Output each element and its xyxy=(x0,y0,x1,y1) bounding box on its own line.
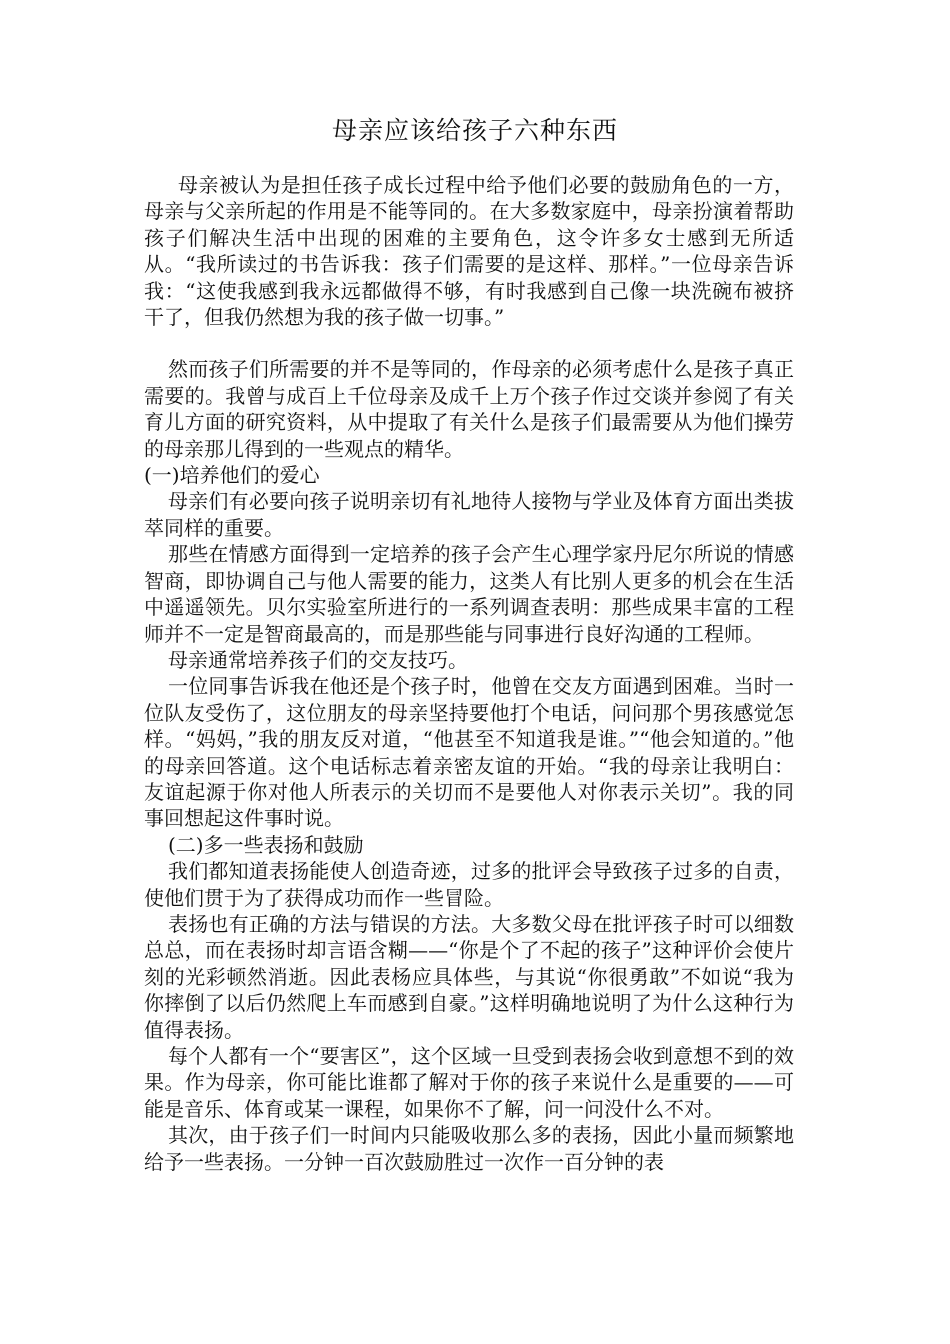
paragraph: 每个人都有一个“要害区”，这个区域一旦受到表扬会收到意想不到的效果。作为母亲，你可能比谁都了解对于你的孩子来说什么是重要的——可能是音乐、体育或某一课程，如果你不了解，问一问没什么不对。 xyxy=(144,1044,794,1121)
document-title: 母亲应该给孩子六种东西 xyxy=(331,116,618,145)
section-heading-1: (一)培养他们的爱心 xyxy=(144,463,320,488)
paragraph-intro: 母亲被认为是担任孩子成长过程中给予他们必要的鼓励角色的一方，母亲与父亲所起的作用是不能等同的。在大多数家庭中，母亲扮演着帮助孩子们解决生活中出现的困难的主要角色，这令许多女士感到无所适从。“我所读过的书告诉我：孩子们需要的是这样、那样。”一位母亲告诉我：“这使我感到我永远都做得不够，有时我感到自己像一块洗碗布被挤干了，但我仍然想为我的孩子做一切事。” xyxy=(144,173,794,330)
paragraph: 一位同事告诉我在他还是个孩子时，他曾在交友方面遇到困难。当时一位队友受伤了，这位朋友的母亲坚持要他打个电话，问问那个男孩感觉怎样。“妈妈，”我的朋友反对道，“他甚至不知道我是谁。”“他会知道的。”他的母亲回答道。这个电话标志着亲密友谊的开始。“我的母亲让我明白：友谊起源于你对他人所表示的关切而不是要他人对你表示关切”。我的同事回想起这件事时说。 xyxy=(144,674,794,831)
paragraph-needs: 然而孩子们所需要的并不是等同的，作母亲的必须考虑什么是孩子真正需要的。我曾与成百上千位母亲及成千上万个孩子作过交谈并参阅了有关育儿方面的研究资料，从中提取了有关什么是孩子们最需要从为他们操劳的母亲那儿得到的一些观点的精华。 xyxy=(144,357,794,461)
paragraph: 母亲们有必要向孩子说明亲切有礼地待人接物与学业及体育方面出类拔萃同样的重要。 xyxy=(144,489,794,540)
paragraph-gap xyxy=(144,330,794,356)
document-body xyxy=(144,172,794,1175)
paragraph: 母亲通常培养孩子们的交友技巧。 xyxy=(168,647,468,672)
section-heading-2: (二)多一些表扬和鼓励 xyxy=(168,832,364,857)
paragraph: 我们都知道表扬能使人创造奇迹，过多的批评会导致孩子过多的自责，使他们贯于为了获得成功而作一些冒险。 xyxy=(144,859,794,910)
paragraph: 其次，由于孩子们一时间内只能吸收那么多的表扬，因此小量而频繁地给予一些表扬。一分钟一百次鼓励胜过一次作一百分钟的表 xyxy=(144,1123,794,1174)
paragraph: 那些在情感方面得到一定培养的孩子会产生心理学家丹尼尔所说的情感智商，即协调自己与他人需要的能力，这类人有比别人更多的机会在生活中遥遥领先。贝尔实验室所进行的一系列调查表明：那些成果丰富的工程师并不一定是智商最高的，而是那些能与同事进行良好沟通的工程师。 xyxy=(144,542,794,646)
paragraph: 表扬也有正确的方法与错误的方法。大多数父母在批评孩子时可以细数总总，而在表扬时却言语含糊——“你是个了不起的孩子”这种评价会使片刻的光彩顿然消逝。因此表杨应具体些，与其说“你很勇敢”不如说“我为你摔倒了以后仍然爬上车而感到自豪。”这样明确地说明了为什么这种行为值得表扬。 xyxy=(144,911,794,1042)
